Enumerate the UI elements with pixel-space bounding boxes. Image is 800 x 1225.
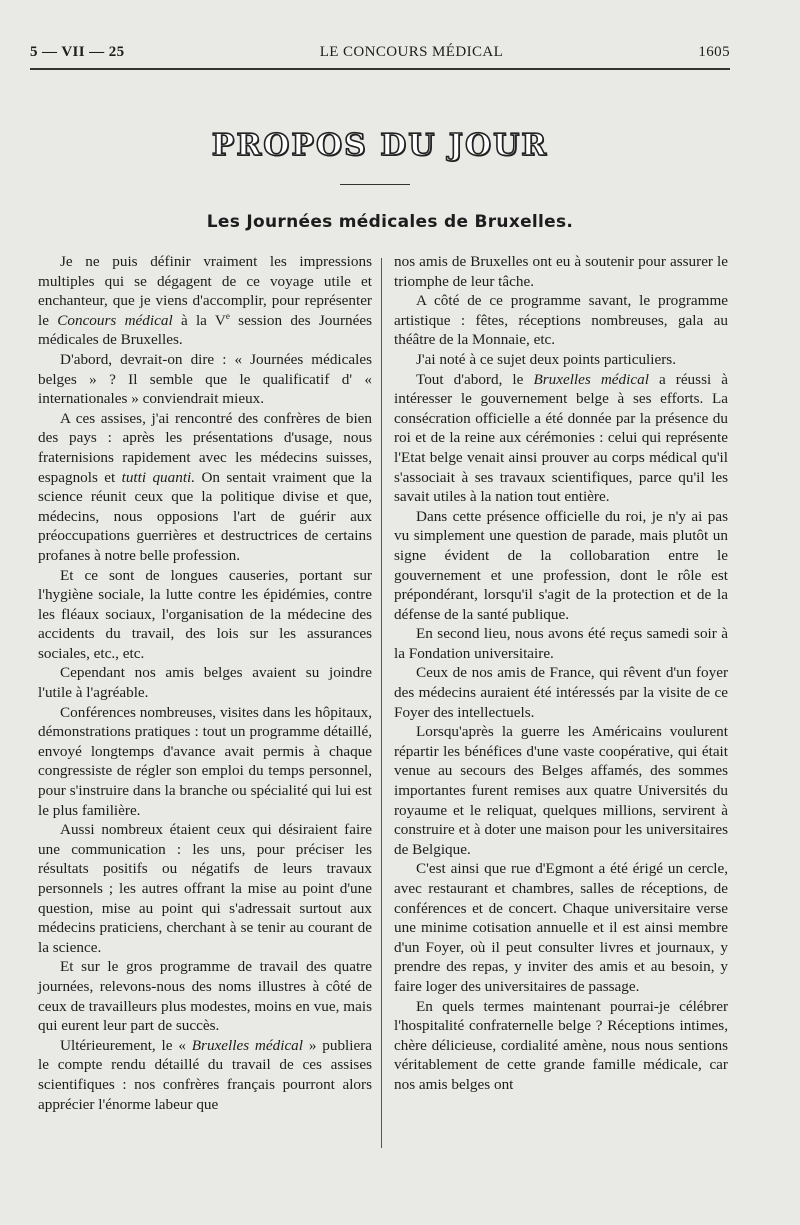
- paragraph: [38, 703, 372, 821]
- paragraph: [38, 957, 372, 1035]
- text-segment: Cependant nos amis belges avaient su joindre l'utile à l'agréable.: [38, 664, 372, 702]
- paragraph: [394, 663, 728, 722]
- right-column: [394, 252, 728, 1095]
- text-segment: En quels termes maintenant pourrai-je célébrer l'hospitalité confraternelle belge ? Réceptions intimes, chère délicieuse, cordialité amène, nous nous sentions véritablement de cette grande famille médicale, car nos amis belges ont: [394, 997, 728, 1093]
- italic-text: tutti quanti.: [121, 468, 196, 486]
- text-segment: Ceux de nos amis de France, qui rêvent d'un foyer des médecins auraient été intéressés par la visite de ce Foyer des intellectuels.: [394, 664, 728, 721]
- text-segment: Conférences nombreuses, visites dans les hôpitaux, démonstrations pratiques : tout un programme détaillé, envoyé longtemps d'avance avait permis à chaque congressiste de régler son emploi du temps personnel, pour s'instruire dans la branche ou spécialité qui lui est le plus familière.: [38, 703, 372, 819]
- text-segment: C'est ainsi que rue d'Egmont a été érigé un cercle, avec restaurant et chambres, salles de réceptions, de conférences et de concert. Chaque universitaire verse une minime cotisation annuelle et il est ainsi membre d'un Foyer, où il peut consulter livres et journaux, y prendre des repas, y inviter des amis et au besoin, y faire loger des universitaires de passage.: [394, 860, 728, 995]
- text-segment: D'abord, devrait-on dire : « Journées médicales belges » ? Il semble que le qualificatif d' « internationales » conviendrait mieux.: [38, 350, 372, 408]
- text-segment: Dans cette présence officielle du roi, je n'y ai pas vu simplement une question de parade, mais plutôt un signe évident de la collobaration entre le gouvernement et une profession, dont le rôle est prépondérant, lorsqu'il s'agit de la protection et de la défense de la santé publique.: [394, 507, 728, 623]
- text-segment: à la V: [172, 311, 226, 329]
- text-segment: A côté de ce programme savant, le programme artistique : fêtes, réceptions nombreuses, gala au théâtre de la Monnaie, etc.: [394, 292, 728, 349]
- paragraph: [394, 291, 728, 350]
- italic-text: Bruxelles médical: [191, 1036, 304, 1054]
- text-segment: Ultérieurement, le «: [60, 1036, 192, 1054]
- text-segment: A ces assises, j'ai rencontré des confrères de bien des pays : après les présentations d'usage, nous fraternisions rapidement avec les médecins suisses, espagnols et: [38, 409, 372, 486]
- text-segment: En second lieu, nous avons été reçus samedi soir à la Fondation universitaire.: [394, 625, 728, 662]
- section-title: PROPOS DU JOUR: [211, 128, 549, 163]
- running-header: [30, 44, 730, 61]
- paragraph: [394, 624, 728, 663]
- page-number: 1605: [698, 44, 730, 60]
- text-segment: J'ai noté à ce sujet deux points particuliers.: [416, 350, 677, 368]
- text-segment: Je ne puis définir vraiment les impressions multiples qui se dégagent de ce voyage utile et enchanteur, que je viens d'accomplir, pour représenter le: [38, 253, 372, 329]
- paragraph: [394, 997, 728, 1095]
- paragraph: [38, 350, 372, 409]
- title-divider: [340, 184, 410, 185]
- text-segment: session des Journées médicales de Bruxelles.: [38, 311, 372, 349]
- text-segment: Lorsqu'après la guerre les Américains voulurent répartir les bénéfices d'une vaste coopérative, qui était venue au secours des Belges affamés, des sommes importantes furent remises aux quatre Universités du royaume et le reliquat, quelques millions, servirent à construire et à doter une maison pour les universitaires de Belgique.: [394, 723, 728, 858]
- text-segment: nos amis de Bruxelles ont eu à soutenir pour assurer le triomphe de leur tâche.: [394, 253, 728, 290]
- paragraph: [394, 722, 728, 859]
- text-segment: e: [225, 310, 230, 321]
- text-segment: Tout d'abord, le: [416, 370, 534, 388]
- paragraph: [38, 252, 372, 350]
- paragraph: [38, 663, 372, 702]
- text-segment: Et ce sont de longues causeries, portant sur l'hygiène sociale, la lutte contre les épidémies, contre les fléaux sociaux, l'organisation de la médecine des accidents du travail, des lois sur les assurances sociales, etc., etc.: [38, 566, 372, 662]
- column-divider: [381, 258, 382, 1148]
- article-title: Les Journées médicales de Bruxelles.: [206, 212, 574, 232]
- paragraph: [38, 1036, 372, 1114]
- text-segment: Aussi nombreux étaient ceux qui désiraient faire une communication : les uns, pour préciser les résultats positifs ou négatifs de leurs travaux personnels ; les autres offrant la mise au point d'une question, mise au point qui s'adressait surtout aux médecins praticiens, cherchant à se tenir au courant de la science.: [38, 821, 372, 956]
- paragraph: [394, 507, 728, 625]
- paragraph: [38, 566, 372, 664]
- paragraph: [394, 370, 728, 507]
- paragraph: [394, 350, 728, 370]
- italic-text: Bruxelles médical: [533, 370, 649, 388]
- header-rule: [30, 68, 730, 70]
- paragraph: [38, 820, 372, 957]
- issue-date: 5 — VII — 25: [30, 44, 125, 60]
- left-column: [38, 252, 372, 1114]
- text-segment: On sentait vraiment que la science réunit ceux que la politique divise et que, médecins, nous opposions l'art de guérir aux préoccupations guerrières et destructrices de certains profanes à notre belle profession.: [38, 468, 373, 564]
- paragraph: [394, 252, 728, 291]
- italic-text: Concours médical: [57, 311, 173, 329]
- journal-name: LE CONCOURS MÉDICAL: [319, 44, 504, 60]
- text-segment: » publiera le compte rendu détaillé du travail de ces assises scientifiques : nos confrères français pourront alors apprécier l'énorme labeur que: [38, 1036, 373, 1113]
- text-segment: Et sur le gros programme de travail des quatre journées, relevons-nous des noms illustres à côté de ceux de travailleurs plus modestes, moins en vue, mais qui eurent leur part de succès.: [38, 958, 372, 1035]
- paragraph: [38, 409, 372, 566]
- paragraph: [394, 859, 728, 996]
- text-segment: a réussi à intéresser le gouvernement belge à ses efforts. La consécration officielle a été donnée par la présence du roi et de la reine aux cérémonies : celui qui représente l'Etat belge venait ainsi prouver au corps médical qu'il s'associait à ses travaux scientifiques, parce qu'il les savait utiles à la nation tout entière.: [394, 370, 728, 506]
